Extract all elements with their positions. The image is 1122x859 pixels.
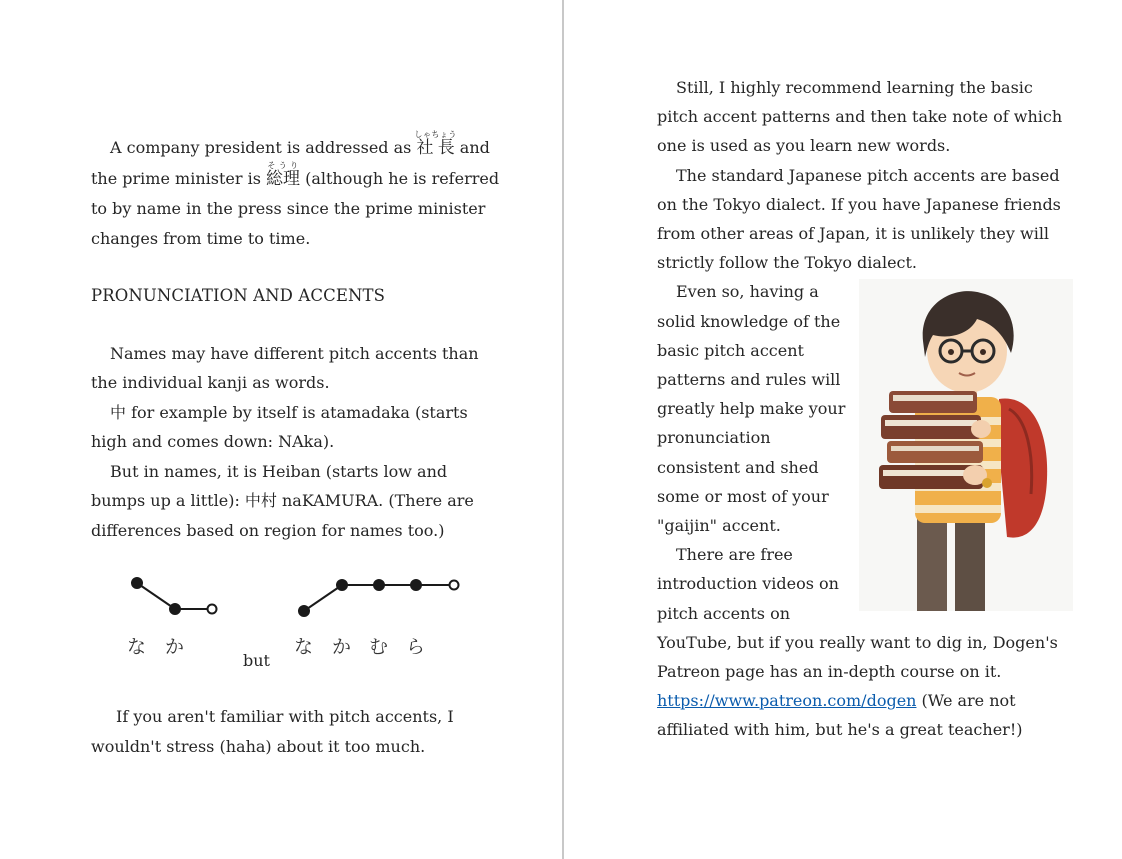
- pitch-lines: [0, 571, 470, 676]
- kana-ka: か: [332, 636, 352, 658]
- left-paragraph-4: But in names, it is Heiban (starts low and bumps up a little): 中村 naKAMURA. (There are differences based on region for names too.): [91, 461, 474, 540]
- left-paragraph-5: If you aren't familiar with pitch accents, I wouldn't stress (haha) about it too much.: [91, 707, 454, 756]
- right-paragraph-1: Still, I highly recommend learning the basic pitch accent patterns and then take note of which one is used as you learn new words.: [657, 78, 1063, 156]
- text-span: A company president is addressed as: [110, 138, 417, 157]
- nakamura-dot-2: [374, 580, 384, 590]
- left-page: [91, 130, 506, 761]
- spacer: [91, 311, 506, 339]
- kanji-souri: [266, 160, 300, 189]
- text-span: (We are not affiliated with him, but he's a great teacher!): [657, 691, 1023, 740]
- naka-particle-dot: [208, 605, 217, 614]
- kanji-text: 総理: [266, 168, 300, 189]
- kana-na: な: [294, 636, 314, 658]
- left-paragraph-3: 中 for example by itself is atamadaka (starts high and comes down: NAka).: [91, 402, 468, 451]
- left-paragraph-1: [91, 130, 506, 253]
- kanji-text: 社長: [414, 138, 457, 158]
- text-span: (although he is referred to by name in the press since the prime minister changes from time to time.: [91, 168, 500, 248]
- student-illustration: [859, 279, 1073, 611]
- kana-mu: む: [369, 636, 389, 658]
- but-label: but: [243, 651, 270, 670]
- text-span: and the prime minister is: [91, 138, 490, 188]
- nakamura-particle-dot: [450, 581, 459, 590]
- spacer: [91, 253, 506, 281]
- naka-dot-low: [170, 604, 180, 614]
- patreon-link[interactable]: https://www.patreon.com/dogen: [657, 691, 917, 711]
- naka-dot-high: [132, 578, 142, 588]
- nakamura-line-1: [304, 585, 342, 611]
- page-divider: [562, 0, 564, 859]
- nakamura-dot-low: [299, 606, 309, 616]
- kana-ra: ら: [406, 636, 426, 658]
- nakamura-dot-1: [337, 580, 347, 590]
- section-heading: PRONUNCIATION AND ACCENTS: [91, 286, 386, 305]
- naka-line-1: [137, 583, 175, 609]
- furigana: しゃちょう: [414, 130, 457, 139]
- furigana: そうり: [266, 160, 300, 170]
- kanji-shacho: [414, 130, 457, 158]
- right-paragraph-3: Even so, having a solid knowledge of the basic pitch accent patterns and rules will greatly help make your pronunciation consistent and shed some or most of your "gaijin" accent.: [657, 282, 846, 536]
- kana-na: な: [127, 636, 147, 658]
- pitch-accent-diagram: [0, 571, 426, 676]
- text-span: There are free introduction videos on pitch accents on YouTube, but if you really want to dig in, Dogen's Patreon page has an in-depth course on it.: [657, 545, 1058, 682]
- left-paragraph-2: Names may have different pitch accents than the individual kanji as words.: [91, 343, 479, 392]
- right-paragraph-2: The standard Japanese pitch accents are based on the Tokyo dialect. If you have Japanese friends from other areas of Japan, it is unlikely they will strictly follow the Tokyo dialect.: [657, 165, 1061, 273]
- kana-ka: か: [165, 636, 185, 658]
- right-page: [657, 73, 1067, 745]
- spacer: [91, 676, 506, 702]
- student-with-books-image: [859, 279, 1073, 611]
- nakamura-dot-3: [411, 580, 421, 590]
